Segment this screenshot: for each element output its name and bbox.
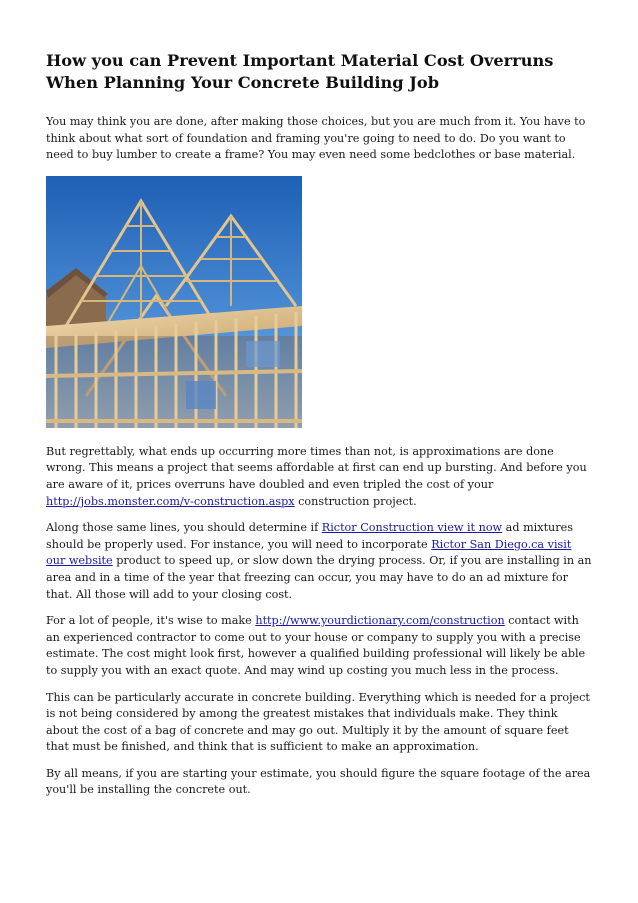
paragraph-estimates-text-a: But regrettably, what ends up occurring more times than not, is approximations are done wrong. This means a project that seems affordable at first can end up bursting. And before you are aware of it, prices overruns have doubled and even tripled the cost of your — [46, 444, 587, 491]
page-title: How you can Prevent Important Material Cost Overruns When Planning Your Concrete Building Job — [46, 51, 554, 92]
paragraph-intro: You may think you are done, after making those choices, but you are much from it. You have to think about what sort of foundation and framing you're going to need to do. Do you want to need to buy lumber to create a frame? You may even need some bedclothes or base material. — [46, 115, 586, 162]
paragraph-square-footage: By all means, if you are starting your estimate, you should figure the square footage of the area you'll be installing the concrete out. — [46, 766, 591, 797]
monster-construction-link[interactable]: http://jobs.monster.com/v-construction.aspx — [46, 494, 295, 508]
rictor-construction-link[interactable]: Rictor Construction view it now — [321, 521, 503, 535]
rictor-san-diego-link[interactable]: Rictor San Diego.ca visit our website — [46, 537, 572, 568]
paragraph-concrete: This can be particularly accurate in concrete building. Everything which is needed for a project is not being considered by among the greatest mistakes that individuals make. They think about the cost of a bag of concrete and may go out. Multiply it by the amount of square feet that must be finished, and think that is sufficient to make an approximation. — [46, 690, 590, 754]
paragraph-admixtures-text-c: product to speed up, or slow down the drying process. Or, if you are installing in an area and in a time of the year that freezing can occur, you may have to do an ad mixture for that. All those will add to your closing cost. — [46, 554, 592, 601]
paragraph-admixtures-text-b: ad mixtures should be properly used. For instance, you will need to incorporate — [46, 521, 573, 551]
paragraph-contractor-text-b: contact with an experienced contractor to come out to your house or company to supply you with a precise estimate. The cost might look first, however a qualified building professional will likely be able to supply you with an exact quote. And may wind up costing you much less in the process. — [46, 614, 586, 677]
house-framing-photo — [46, 176, 302, 428]
paragraph-estimates-text-b: construction project. — [294, 494, 417, 508]
paragraph-contractor-text-a: For a lot of people, it's wise to make — [46, 614, 256, 628]
paragraph-admixtures-text-a: Along those same lines, you should determine if — [46, 521, 322, 535]
paragraph-contractor — [46, 613, 592, 679]
paragraph-admixtures — [46, 520, 592, 603]
paragraph-estimates — [46, 444, 592, 510]
yourdictionary-link[interactable]: http://www.yourdictionary.com/construction — [255, 614, 505, 628]
